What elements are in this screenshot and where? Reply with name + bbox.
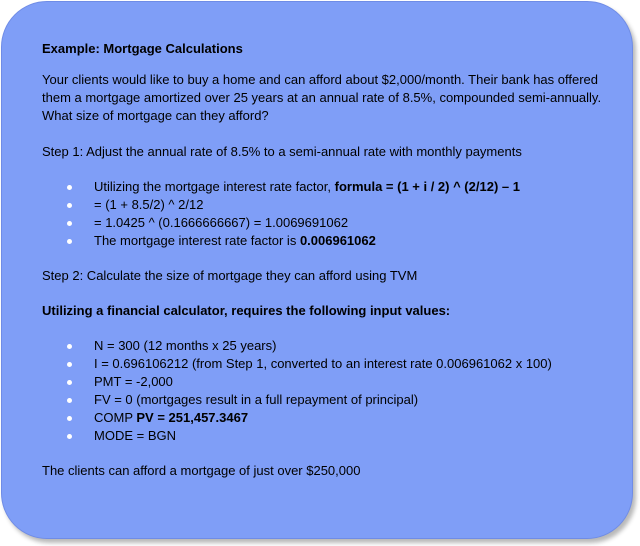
bullet-icon xyxy=(67,203,72,208)
list-item xyxy=(42,373,608,391)
card-title: Example: Mortgage Calculations xyxy=(42,41,243,56)
list-item xyxy=(42,337,608,355)
bullet-bold-text: formula = (1 + i / 2) ^ (2/12) – 1 xyxy=(334,179,520,194)
bullet-text: Utilizing the mortgage interest rate factor, xyxy=(94,179,335,194)
bullet-icon xyxy=(67,239,72,244)
conclusion-paragraph: The clients can afford a mortgage of just over $250,000 xyxy=(42,463,361,478)
bullet-icon xyxy=(67,221,72,226)
bullet-text: The mortgage interest rate factor is xyxy=(94,233,300,248)
bullet-text: FV = 0 (mortgages result in a full repayment of principal) xyxy=(94,392,419,407)
list-item xyxy=(42,214,608,232)
list-item xyxy=(42,355,608,373)
bullet-text: MODE = BGN xyxy=(94,428,176,443)
list-item xyxy=(42,391,608,409)
mortgage-example-card xyxy=(1,1,633,539)
bullet-text: PMT = -2,000 xyxy=(94,374,173,389)
bullet-text: = 1.0425 ^ (0.1666666667) = 1.0069691062 xyxy=(94,215,349,230)
bullet-text: I = 0.696106212 (from Step 1, converted to an interest rate 0.006961062 x 100) xyxy=(94,356,552,371)
bullet-icon xyxy=(67,344,72,349)
bullet-text: COMP xyxy=(94,410,137,425)
step2-heading: Step 2: Calculate the size of mortgage they can afford using TVM xyxy=(42,268,418,283)
list-item xyxy=(42,196,608,214)
bullet-bold-text: PV = 251,457.3467 xyxy=(136,410,249,425)
step2-subheading xyxy=(42,302,608,320)
list-item xyxy=(42,232,608,250)
list-item xyxy=(42,427,608,445)
bullet-bold-text: 0.006961062 xyxy=(299,233,376,248)
bullet-icon xyxy=(67,380,72,385)
list-item xyxy=(42,409,608,427)
bullet-text: = (1 + 8.5/2) ^ 2/12 xyxy=(94,197,204,212)
list-item xyxy=(42,178,608,196)
bullet-icon xyxy=(67,398,72,403)
bullet-text: N = 300 (12 months x 25 years) xyxy=(94,338,277,353)
step1-heading: Step 1: Adjust the annual rate of 8.5% to a semi-annual rate with monthly payments xyxy=(42,144,522,159)
bullet-icon xyxy=(67,416,72,421)
bullet-icon xyxy=(67,434,72,439)
step2-bullet-list xyxy=(42,337,608,445)
step2-subheading-text: Utilizing a financial calculator, requires the following input values: xyxy=(42,303,451,318)
card-content xyxy=(42,40,608,480)
bullet-icon xyxy=(67,185,72,190)
bullet-icon xyxy=(67,362,72,367)
intro-paragraph: Your clients would like to buy a home and can afford about $2,000/month. Their bank has offered them a mortgage amortized over 25 years at an annual rate of 8.5%, compounded semi-annually. What size of mortgage can they afford? xyxy=(42,72,602,123)
step1-bullet-list xyxy=(42,178,608,250)
